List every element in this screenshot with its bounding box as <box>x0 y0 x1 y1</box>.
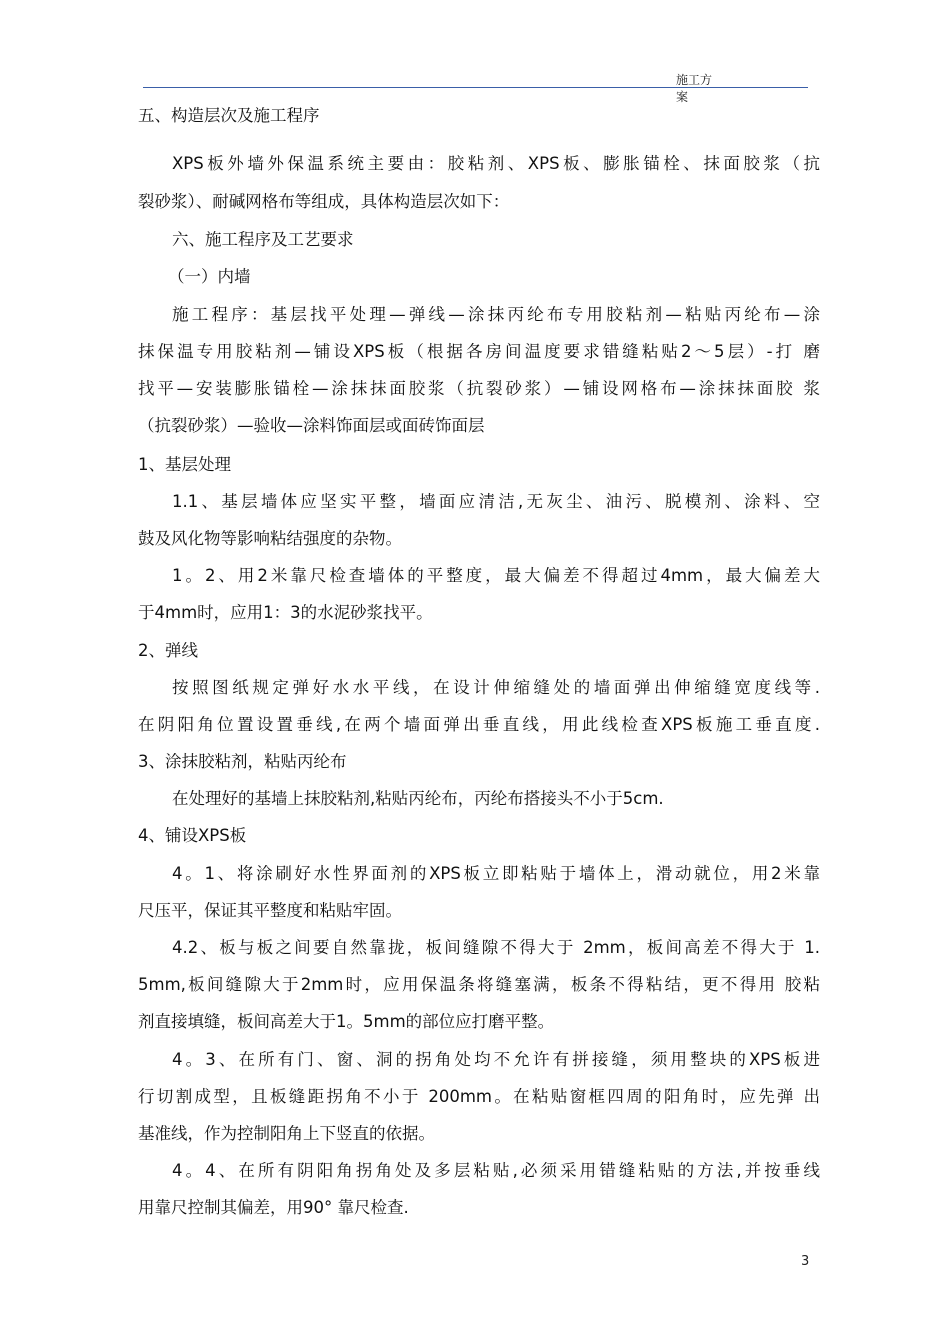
section-heading-6: 六、施工程序及工艺要求 <box>172 230 354 249</box>
paragraph-line: 找平—安装膨胀锚栓—涂抹抹面胶浆（抗裂砂浆）—铺设网格布—涂抹抹面胶 浆 <box>138 379 820 398</box>
item-heading: 4、铺设XPS板 <box>138 826 247 845</box>
paragraph-line: 4。3、在所有门、窗、洞的拐角处均不允许有拼接缝，须用整块的XPS板进 <box>172 1050 820 1069</box>
paragraph-line: 剂直接填缝，板间高差大于1。5mm的部位应打磨平整。 <box>138 1012 555 1031</box>
paragraph-line: XPS板外墙外保温系统主要由：胶粘剂、XPS板、膨胀锚栓、抹面胶浆（抗 <box>172 154 820 173</box>
subsection-heading: （一）内墙 <box>168 267 251 286</box>
running-header <box>676 72 726 106</box>
paragraph-line: （抗裂砂浆）—验收—涂料饰面层或面砖饰面层 <box>138 416 485 435</box>
item-heading: 2、弹线 <box>138 641 198 660</box>
paragraph-line: 按照图纸规定弹好水水平线，在设计伸缩缝处的墙面弹出伸缩缝宽度线等. <box>172 678 820 697</box>
running-header-line-1: 施工方 <box>676 73 713 87</box>
paragraph-line: 行切割成型，且板缝距拐角不小于 200mm。在粘贴窗框四周的阳角时，应先弹 出 <box>138 1087 820 1106</box>
paragraph-line: 施工程序：基层找平处理—弹线—涂抹丙纶布专用胶粘剂—粘贴丙纶布—涂 <box>172 305 820 324</box>
header-rule <box>143 87 808 88</box>
paragraph-line: 5mm,板间缝隙大于2mm时，应用保温条将缝塞满，板条不得粘结，更不得用 胶粘 <box>138 975 820 994</box>
item-heading: 3、涂抹胶粘剂，粘贴丙纶布 <box>138 752 347 771</box>
paragraph-line: 基准线，作为控制阳角上下竖直的依据。 <box>138 1124 435 1143</box>
item-heading: 1、基层处理 <box>138 455 231 474</box>
section-heading-5: 五、构造层次及施工程序 <box>138 106 320 125</box>
paragraph-line: 于4mm时，应用1：3的水泥砂浆找平。 <box>138 603 433 622</box>
paragraph-line: 4。4、在所有阴阳角拐角处及多层粘贴,必须采用错缝粘贴的方法,并按垂线 <box>172 1161 820 1180</box>
paragraph-line: 4。1、将涂刷好水性界面剂的XPS板立即粘贴于墙体上，滑动就位，用2米靠 <box>172 864 820 883</box>
paragraph-line: 在处理好的基墙上抹胶粘剂,粘贴丙纶布，丙纶布搭接头不小于5cm. <box>172 789 664 808</box>
paragraph-line: 在阴阳角位置设置垂线,在两个墙面弹出垂直线，用此线检查XPS板施工垂直度. <box>138 715 820 734</box>
page-number: 3 <box>801 1254 810 1269</box>
paragraph-line: 用靠尺控制其偏差，用90° 靠尺检查. <box>138 1198 409 1217</box>
paragraph-line: 抹保温专用胶粘剂—铺设XPS板（根据各房间温度要求错缝粘贴2～5层）-打 磨 <box>138 342 820 361</box>
paragraph-line: 1。2、用2米靠尺检查墙体的平整度，最大偏差不得超过4mm，最大偏差大 <box>172 566 820 585</box>
paragraph-line: 裂砂浆）、耐碱网格布等组成，具体构造层次如下： <box>138 192 510 211</box>
paragraph-line: 鼓及风化物等影响粘结强度的杂物。 <box>138 529 402 548</box>
paragraph-line: 4.2、板与板之间要自然靠拢，板间缝隙不得大于 2mm，板间高差不得大于 1. <box>172 938 820 957</box>
running-header-line-2: 案 <box>676 90 689 104</box>
paragraph-line: 1.1、基层墙体应坚实平整，墙面应清洁,无灰尘、油污、脱模剂、涂料、空 <box>172 492 820 511</box>
paragraph-line: 尺压平，保证其平整度和粘贴牢固。 <box>138 901 402 920</box>
